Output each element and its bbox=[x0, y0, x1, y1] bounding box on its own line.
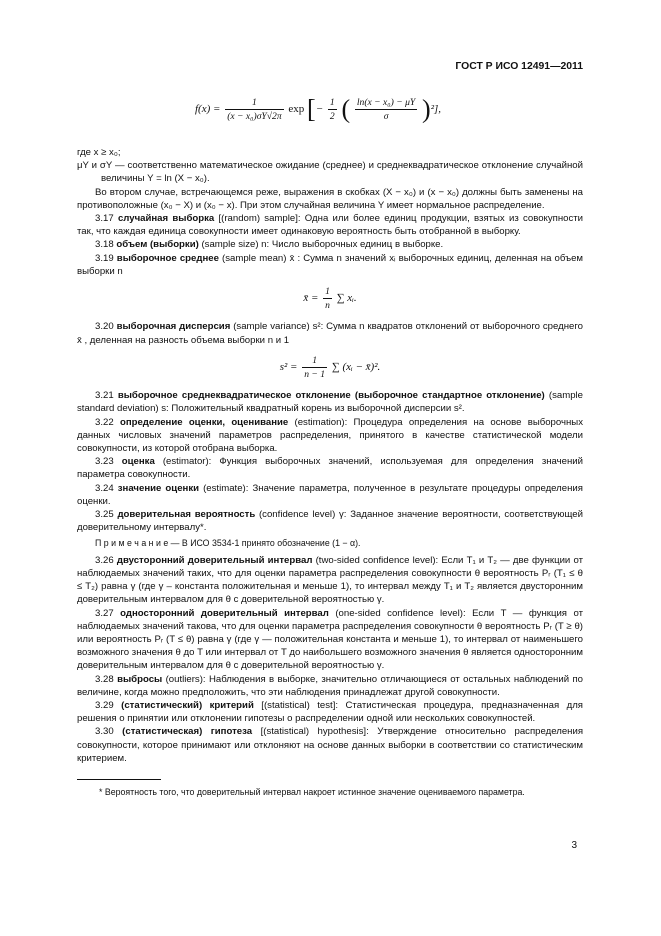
def-number: 3.18 bbox=[95, 239, 114, 251]
formula-fraction bbox=[225, 96, 283, 123]
def-term: определение оценки, оценивание bbox=[119, 416, 289, 428]
def-number: 3.22 bbox=[95, 416, 114, 428]
page-number: 3 bbox=[571, 839, 577, 851]
def-text: [(statistical) hypothesis]: Утверждение относительно распределения совокупности, которое принимают или отклоняют на основе данных выборки в соответствии со статистическим критерием. bbox=[77, 726, 584, 764]
fraction-denominator: (x − x₀)σY√2π bbox=[227, 111, 282, 123]
def-text: (sample variance) s²: Сумма n квадратов отклонений от выборочного среднего x̄ , деленная на разность объема выборки n и 1 bbox=[77, 321, 583, 346]
def-number: 3.27 bbox=[95, 607, 114, 619]
document-body bbox=[77, 146, 583, 799]
definition-3-21 bbox=[77, 389, 583, 415]
right-paren: ) bbox=[422, 94, 431, 124]
half-denominator: 2 bbox=[329, 111, 335, 123]
def-number: 3.17 bbox=[95, 213, 114, 225]
def-term: оценка bbox=[121, 456, 155, 468]
def-term: доверительная вероятность bbox=[117, 509, 256, 521]
formula-fraction bbox=[323, 285, 332, 312]
def-term: односторонний доверительный интервал bbox=[120, 607, 329, 619]
def-text: (sample mean) x̄ : Сумма n значений xᵢ выборочных единиц, деленная на объем выборки n bbox=[77, 252, 583, 277]
def-term: (статистическая) гипотеза bbox=[122, 726, 253, 738]
inner-denominator: σ bbox=[383, 111, 389, 123]
def-text: (sample standard deviation) s: Положительный квадратный корень из выборочной дисперсии s². bbox=[77, 390, 583, 415]
def-text: (two-sided confidence level): Если T₁ и T₂ — две функции от наблюдаемых значений таких, что для оценки параметра распределения совокупности θ вероятность Pᵣ (T₁ ≤ θ ≤ T₂) равна γ (где γ – константа положительная и меньше 1), то интервал между T₁ и T₂ является двусторонним доверительным интервалом для θ с доверительной вероятностью γ. bbox=[77, 554, 583, 606]
def-term: двусторонний доверительный интервал bbox=[116, 554, 313, 566]
def-text: (one-sided confidence level): Если T — функция от наблюдаемых значений такова, что для оценки параметра распределения совокупности θ вероятность Pᵣ (T ≥ θ) или вероятность Pᵣ (T ≤ θ) равна γ (где γ — положительная константа и меньше 1), то интервал от наименьшего возможного значения θ до T или интервал от T до наибольшего возможного значения θ является односторонним доверительным интервалом для θ с доверительной вероятностью γ. bbox=[77, 607, 583, 672]
definition-3-22 bbox=[77, 416, 583, 456]
definition-3-20 bbox=[77, 320, 583, 346]
definition-3-27 bbox=[77, 607, 583, 673]
formula-rhs: ∑ xᵢ. bbox=[336, 292, 357, 305]
def-term: значение оценки bbox=[117, 482, 200, 494]
def-term: выборочное среднее bbox=[116, 252, 219, 264]
def-term: объем (выборки) bbox=[116, 239, 199, 251]
def-text: (estimator): Функция выборочных значений, используемая для определения значений параметра совокупности. bbox=[77, 456, 583, 481]
definition-3-17 bbox=[77, 212, 583, 238]
footnote: * Вероятность того, что доверительный интервал накроет истинное значение оцениваемого параметра. bbox=[99, 786, 525, 797]
standard-header: ГОСТ Р ИСО 12491—2011 bbox=[455, 61, 583, 72]
formula-fraction bbox=[302, 354, 327, 381]
inner-fraction bbox=[355, 96, 417, 123]
definition-3-19 bbox=[77, 252, 583, 278]
def-number: 3.30 bbox=[95, 726, 114, 738]
def-text: (outliers): Наблюдения в выборке, значительно отличающиеся от остальных наблюдений по величине, когда можно предположить, что эти наблюдения принадлежат другой совокупности. bbox=[77, 673, 583, 698]
definition-3-26 bbox=[77, 554, 583, 607]
definition-3-29 bbox=[77, 699, 583, 725]
fraction-numerator: 1 bbox=[225, 96, 283, 110]
def-term: выборочная дисперсия bbox=[116, 321, 231, 333]
inner-numerator: ln(x − x₀) − μY bbox=[355, 96, 417, 110]
formula-lhs: s² = bbox=[279, 361, 298, 374]
formula-lhs: f(x) = bbox=[195, 103, 221, 116]
def-text: (estimate): Значение параметра, полученное в результате процедуры определения оценки. bbox=[77, 482, 583, 507]
definition-3-25 bbox=[77, 508, 583, 534]
left-paren: ( bbox=[341, 94, 351, 124]
def-number: 3.21 bbox=[95, 390, 114, 402]
half-fraction bbox=[328, 96, 337, 123]
def-text: [(random) sample]: Одна или более единиц продукции, взятых из совокупности так, что каждая единица совокупности имеет одинаковую вероятность быть отобранной в выборку. bbox=[77, 213, 584, 238]
def-term: случайная выборка bbox=[117, 213, 215, 225]
def-number: 3.24 bbox=[95, 482, 114, 494]
definition-3-30 bbox=[77, 725, 583, 765]
formula-tail: ²], bbox=[430, 103, 442, 116]
formula-rhs: ∑ (xᵢ − x̄)². bbox=[331, 361, 381, 374]
fraction-numerator: 1 bbox=[302, 354, 327, 368]
def-text: (estimation): Процедура определения на основе выборочных данных числовых значений параметров распределения, принятого в качестве статистической модели совокупности, из которой отобрана выборка. bbox=[77, 416, 583, 455]
def-text: (sample size) n: Число выборочных единиц в выборке. bbox=[198, 239, 444, 251]
fraction-numerator: 1 bbox=[323, 285, 332, 299]
fraction-denominator: n − 1 bbox=[304, 369, 326, 381]
def-term: (статистический) критерий bbox=[121, 699, 254, 711]
sample-mean-formula bbox=[77, 285, 583, 312]
definition-3-24 bbox=[77, 482, 583, 508]
def-number: 3.26 bbox=[95, 554, 114, 566]
where-line-1: где x ≥ x₀; bbox=[77, 147, 121, 158]
definition-3-18 bbox=[77, 238, 583, 251]
def-term: выборочное среднеквадратическое отклонение (выборочное стандартное отклонение) bbox=[117, 390, 545, 402]
def-text: (confidence level) γ: Заданное значение вероятности, соответствующей доверительному интервалу*. bbox=[77, 509, 583, 534]
paragraph-second-case: Во втором случае, встречающемся реже, выражения в скобках (X − x₀) и (x − x₀) должны быть заменены на противоположные (x₀ − X) и (x₀ − x). При этом случайная величина Y имеет нормальное распределение. bbox=[77, 186, 583, 211]
note: П р и м е ч а н и е — В ИСО 3534-1 принято обозначение (1 − α). bbox=[95, 538, 361, 549]
where-line-2: μY и σY — соответственно математическое ожидание (среднее) и среднеквадратическое отклонение случайной величины Y = ln (X − x₀). bbox=[77, 160, 583, 185]
footnote-separator bbox=[77, 779, 161, 780]
formula-lhs: x̄ = bbox=[303, 292, 319, 305]
def-number: 3.28 bbox=[95, 673, 114, 685]
fraction-denominator: n bbox=[325, 300, 330, 312]
definition-3-28 bbox=[77, 673, 583, 699]
definition-3-23 bbox=[77, 455, 583, 481]
def-text: [(statistical) test]: Статистическая процедура, предназначенная для решения о принятии или отклонении гипотезы о распределении одной или нескольких совокупностей. bbox=[77, 699, 583, 725]
left-bracket: [ bbox=[307, 94, 316, 124]
def-number: 3.29 bbox=[95, 699, 114, 711]
def-number: 3.19 bbox=[95, 252, 114, 264]
exp-label: exp bbox=[288, 103, 305, 116]
half-numerator: 1 bbox=[328, 96, 337, 110]
sample-variance-formula bbox=[77, 354, 583, 381]
def-number: 3.23 bbox=[95, 456, 114, 468]
def-term: выбросы bbox=[117, 673, 163, 685]
def-number: 3.25 bbox=[95, 509, 114, 521]
lognormal-density-formula: f(x) = $\frac{1}{\text{(x − x₀)σY√2π}}$ exp [− $\frac{1}{2}$ ( $\frac{\text{ln(x − x₀) − μY}}{\sigma}$ )²], bbox=[195, 94, 442, 124]
def-number: 3.20 bbox=[95, 321, 114, 333]
